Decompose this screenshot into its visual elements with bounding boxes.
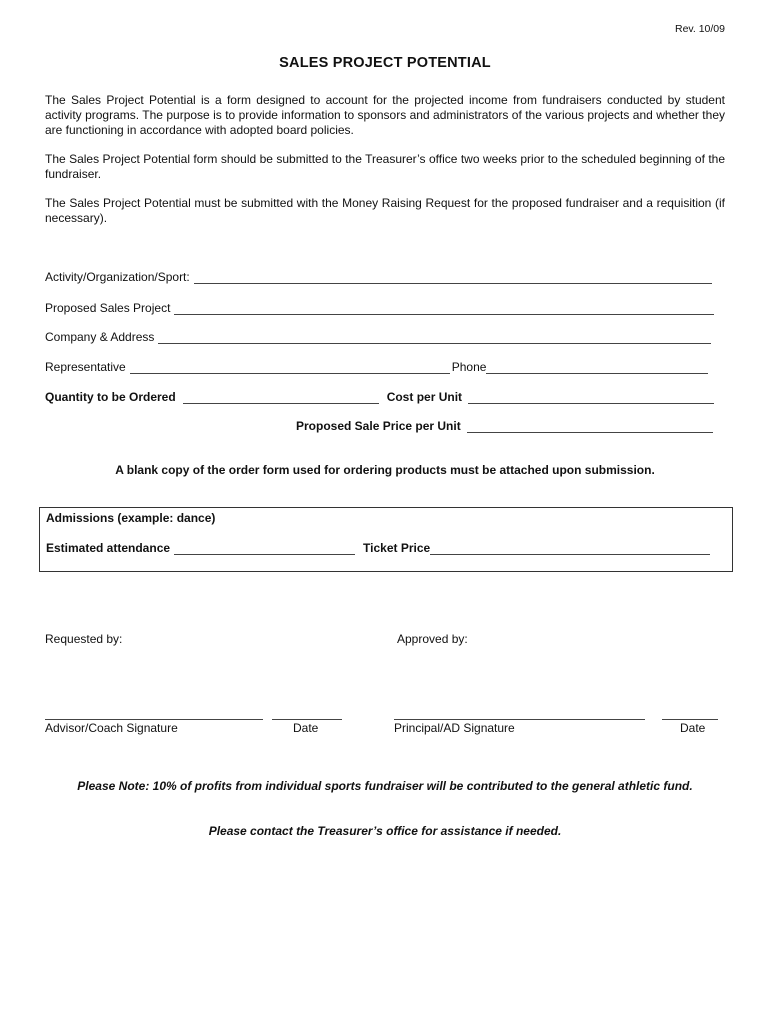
phone-label: Phone bbox=[451, 360, 487, 374]
proposed-sales-project-label: Proposed Sales Project bbox=[45, 301, 171, 315]
activity-row bbox=[45, 270, 712, 284]
advisor-signature-label: Advisor/Coach Signature bbox=[45, 721, 178, 735]
ticket-price-input-line[interactable] bbox=[430, 543, 710, 555]
estimated-attendance-input-line[interactable] bbox=[174, 543, 355, 555]
company-address-row bbox=[45, 330, 711, 344]
quantity-row bbox=[45, 390, 714, 404]
principal-signature-line[interactable] bbox=[394, 718, 645, 720]
advisor-signature-line[interactable] bbox=[45, 718, 263, 720]
quantity-label: Quantity to be Ordered bbox=[45, 390, 176, 404]
quantity-input-line[interactable] bbox=[183, 392, 379, 404]
intro-paragraph-1: The Sales Project Potential is a form designed to account for the projected income from fundraisers conducted by student activity programs. The purpose is to provide information to sponsors and administrators of the various projects and whether they are functioning in accordance with adopted board policies. bbox=[45, 93, 725, 137]
phone-input-line[interactable] bbox=[486, 362, 708, 374]
estimated-attendance-label: Estimated attendance bbox=[46, 541, 171, 555]
profits-note: Please Note: 10% of profits from individual sports fundraiser will be contributed to the general athletic fund. bbox=[77, 779, 693, 793]
cost-per-unit-input-line[interactable] bbox=[468, 392, 714, 404]
date-left-label: Date bbox=[293, 721, 319, 735]
contact-note: Please contact the Treasurer’s office for assistance if needed. bbox=[208, 824, 562, 838]
approved-by-label: Approved by: bbox=[397, 632, 468, 646]
requested-by-label: Requested by: bbox=[45, 632, 123, 646]
date-right-label: Date bbox=[680, 721, 706, 735]
cost-per-unit-label: Cost per Unit bbox=[386, 390, 463, 404]
intro-paragraph-2: The Sales Project Potential form should be submitted to the Treasurer’s office two weeks prior to the scheduled beginning of the fundraiser. bbox=[45, 152, 725, 181]
ticket-price-label: Ticket Price bbox=[363, 541, 431, 555]
intro-paragraph-3: The Sales Project Potential must be submitted with the Money Raising Request for the proposed fundraiser and a requisition (if necessary). bbox=[45, 196, 725, 225]
attendance-row bbox=[46, 541, 710, 555]
proposed-sales-project-input-line[interactable] bbox=[174, 303, 714, 315]
sale-price-label: Proposed Sale Price per Unit bbox=[296, 419, 461, 433]
principal-signature-label: Principal/AD Signature bbox=[394, 721, 515, 735]
representative-input-line[interactable] bbox=[130, 362, 450, 374]
sale-price-input-line[interactable] bbox=[467, 421, 713, 433]
date-left-line[interactable] bbox=[272, 718, 342, 720]
company-address-input-line[interactable] bbox=[158, 332, 711, 344]
activity-label: Activity/Organization/Sport: bbox=[45, 270, 190, 284]
representative-row bbox=[45, 360, 708, 374]
activity-input-line[interactable] bbox=[194, 272, 712, 284]
admissions-box bbox=[39, 507, 733, 572]
company-address-label: Company & Address bbox=[45, 330, 155, 344]
proposed-sales-project-row bbox=[45, 301, 714, 315]
page-title: SALES PROJECT POTENTIAL bbox=[279, 55, 491, 71]
admissions-heading: Admissions (example: dance) bbox=[46, 511, 216, 525]
sale-price-row bbox=[296, 419, 713, 433]
revision-label: Rev. 10/09 bbox=[674, 23, 725, 35]
attach-notice: A blank copy of the order form used for ordering products must be attached upon submission. bbox=[115, 463, 655, 477]
representative-label: Representative bbox=[45, 360, 126, 374]
date-right-line[interactable] bbox=[662, 718, 718, 720]
